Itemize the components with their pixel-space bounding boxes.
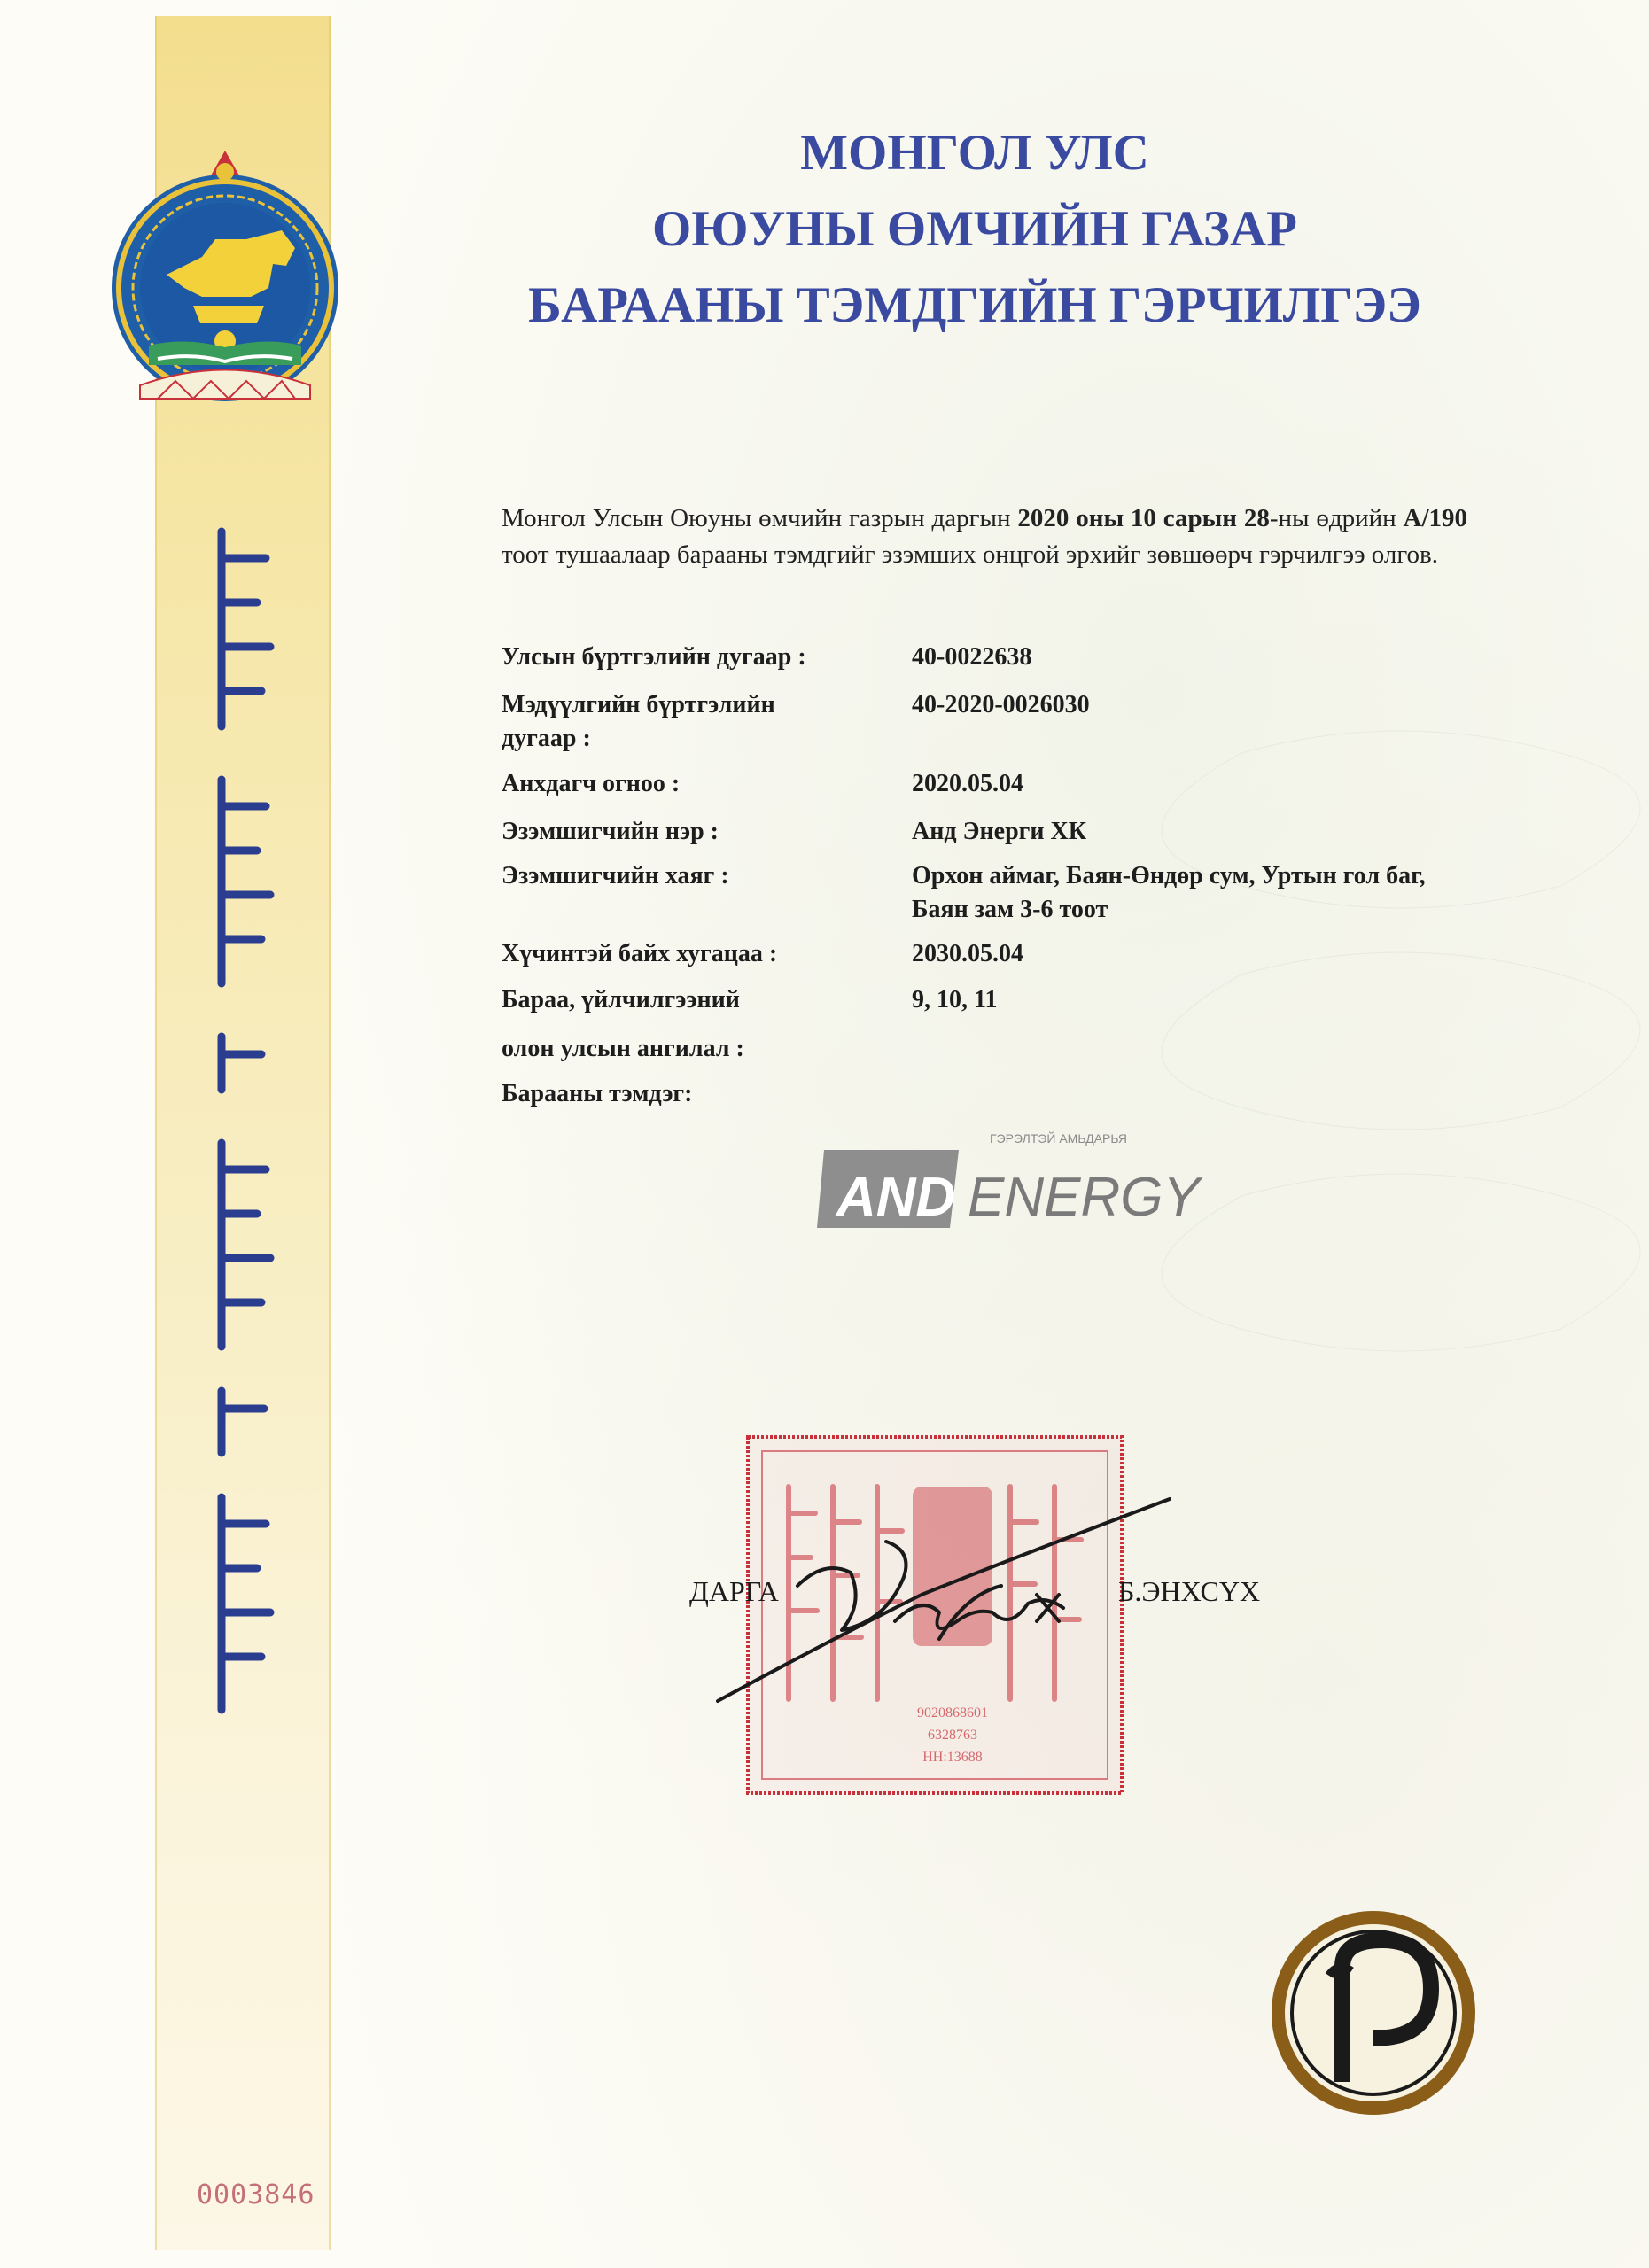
- field-label: олон улсын ангилал :: [502, 1035, 744, 1062]
- intro-text-2: -ны өдрийн: [1269, 504, 1404, 532]
- field-label: Хүчинтэй байх хугацаа :: [502, 940, 778, 967]
- field-label: Барааны тэмдэг:: [502, 1080, 693, 1107]
- field-value: 40-2020-0026030: [912, 691, 1090, 718]
- title-line-agency: ОЮУНЫ ӨМЧИЙН ГАЗАР: [651, 201, 1297, 257]
- title-line-document: БАРААНЫ ТЭМДГИЙН ГЭРЧИЛГЭЭ: [528, 277, 1421, 333]
- mongolian-script-decoration: [186, 523, 310, 1719]
- trademark-logo: [817, 1123, 1200, 1239]
- logo-word-energy: ENERGY: [968, 1167, 1200, 1228]
- logo-word-and: AND: [836, 1167, 956, 1228]
- intro-date: 2020 оны 10 сарын 28: [1017, 504, 1270, 532]
- field-value: Орхон аймаг, Баян-Өндөр сум, Уртын гол баг, Баян зам 3-6 тоот: [912, 862, 1426, 923]
- field-value: 2030.05.04: [912, 940, 1023, 967]
- signatory-name: Б.ЭНХСҮХ: [1118, 1575, 1261, 1607]
- handwritten-signature: [709, 1488, 1187, 1719]
- state-emblem-icon: [105, 133, 346, 425]
- intro-order-number: А/190: [1403, 504, 1467, 532]
- field-label: Анхдагч огноо :: [502, 770, 681, 797]
- stamp-number-1: 9020868601: [917, 1705, 988, 1720]
- field-value: Анд Энерги ХК: [912, 818, 1087, 845]
- stamp-number-2: 6328763: [928, 1728, 977, 1743]
- field-value: 9, 10, 11: [912, 986, 998, 1014]
- field-value: 40-0022638: [912, 643, 1032, 671]
- title-line-country: МОНГОЛ УЛС: [800, 125, 1149, 181]
- serial-number: 0003846: [197, 2179, 315, 2210]
- stamp-number-3: HH:13688: [922, 1750, 983, 1765]
- field-label: Улсын бүртгэлийн дугаар :: [502, 643, 806, 671]
- field-value: 2020.05.04: [912, 770, 1023, 797]
- signatory-title: ДАРГА: [689, 1575, 779, 1607]
- intro-paragraph: [502, 501, 1467, 573]
- field-label: Бараа, үйлчилгээний: [502, 986, 740, 1014]
- intro-text-3: тоот тушаалаар барааны тэмдгийг эзэмших онцгой эрхийг зөвшөөрч гэрчилгээ олгов.: [502, 540, 1438, 569]
- field-label: Эзэмшигчийн хаяг :: [502, 862, 729, 889]
- logo-tagline: ГЭРЭЛТЭЙ АМЬДАРЬЯ: [990, 1131, 1128, 1146]
- gold-seal-icon: [1241, 1878, 1506, 2144]
- certificate-title: [496, 115, 1453, 344]
- field-label: Эзэмшигчийн нэр :: [502, 818, 719, 845]
- field-label: Мэдүүлгийн бүртгэлийн дугаар :: [502, 691, 775, 752]
- intro-text-1: Монгол Улсын Оюуны өмчийн газрын даргын: [502, 504, 1018, 532]
